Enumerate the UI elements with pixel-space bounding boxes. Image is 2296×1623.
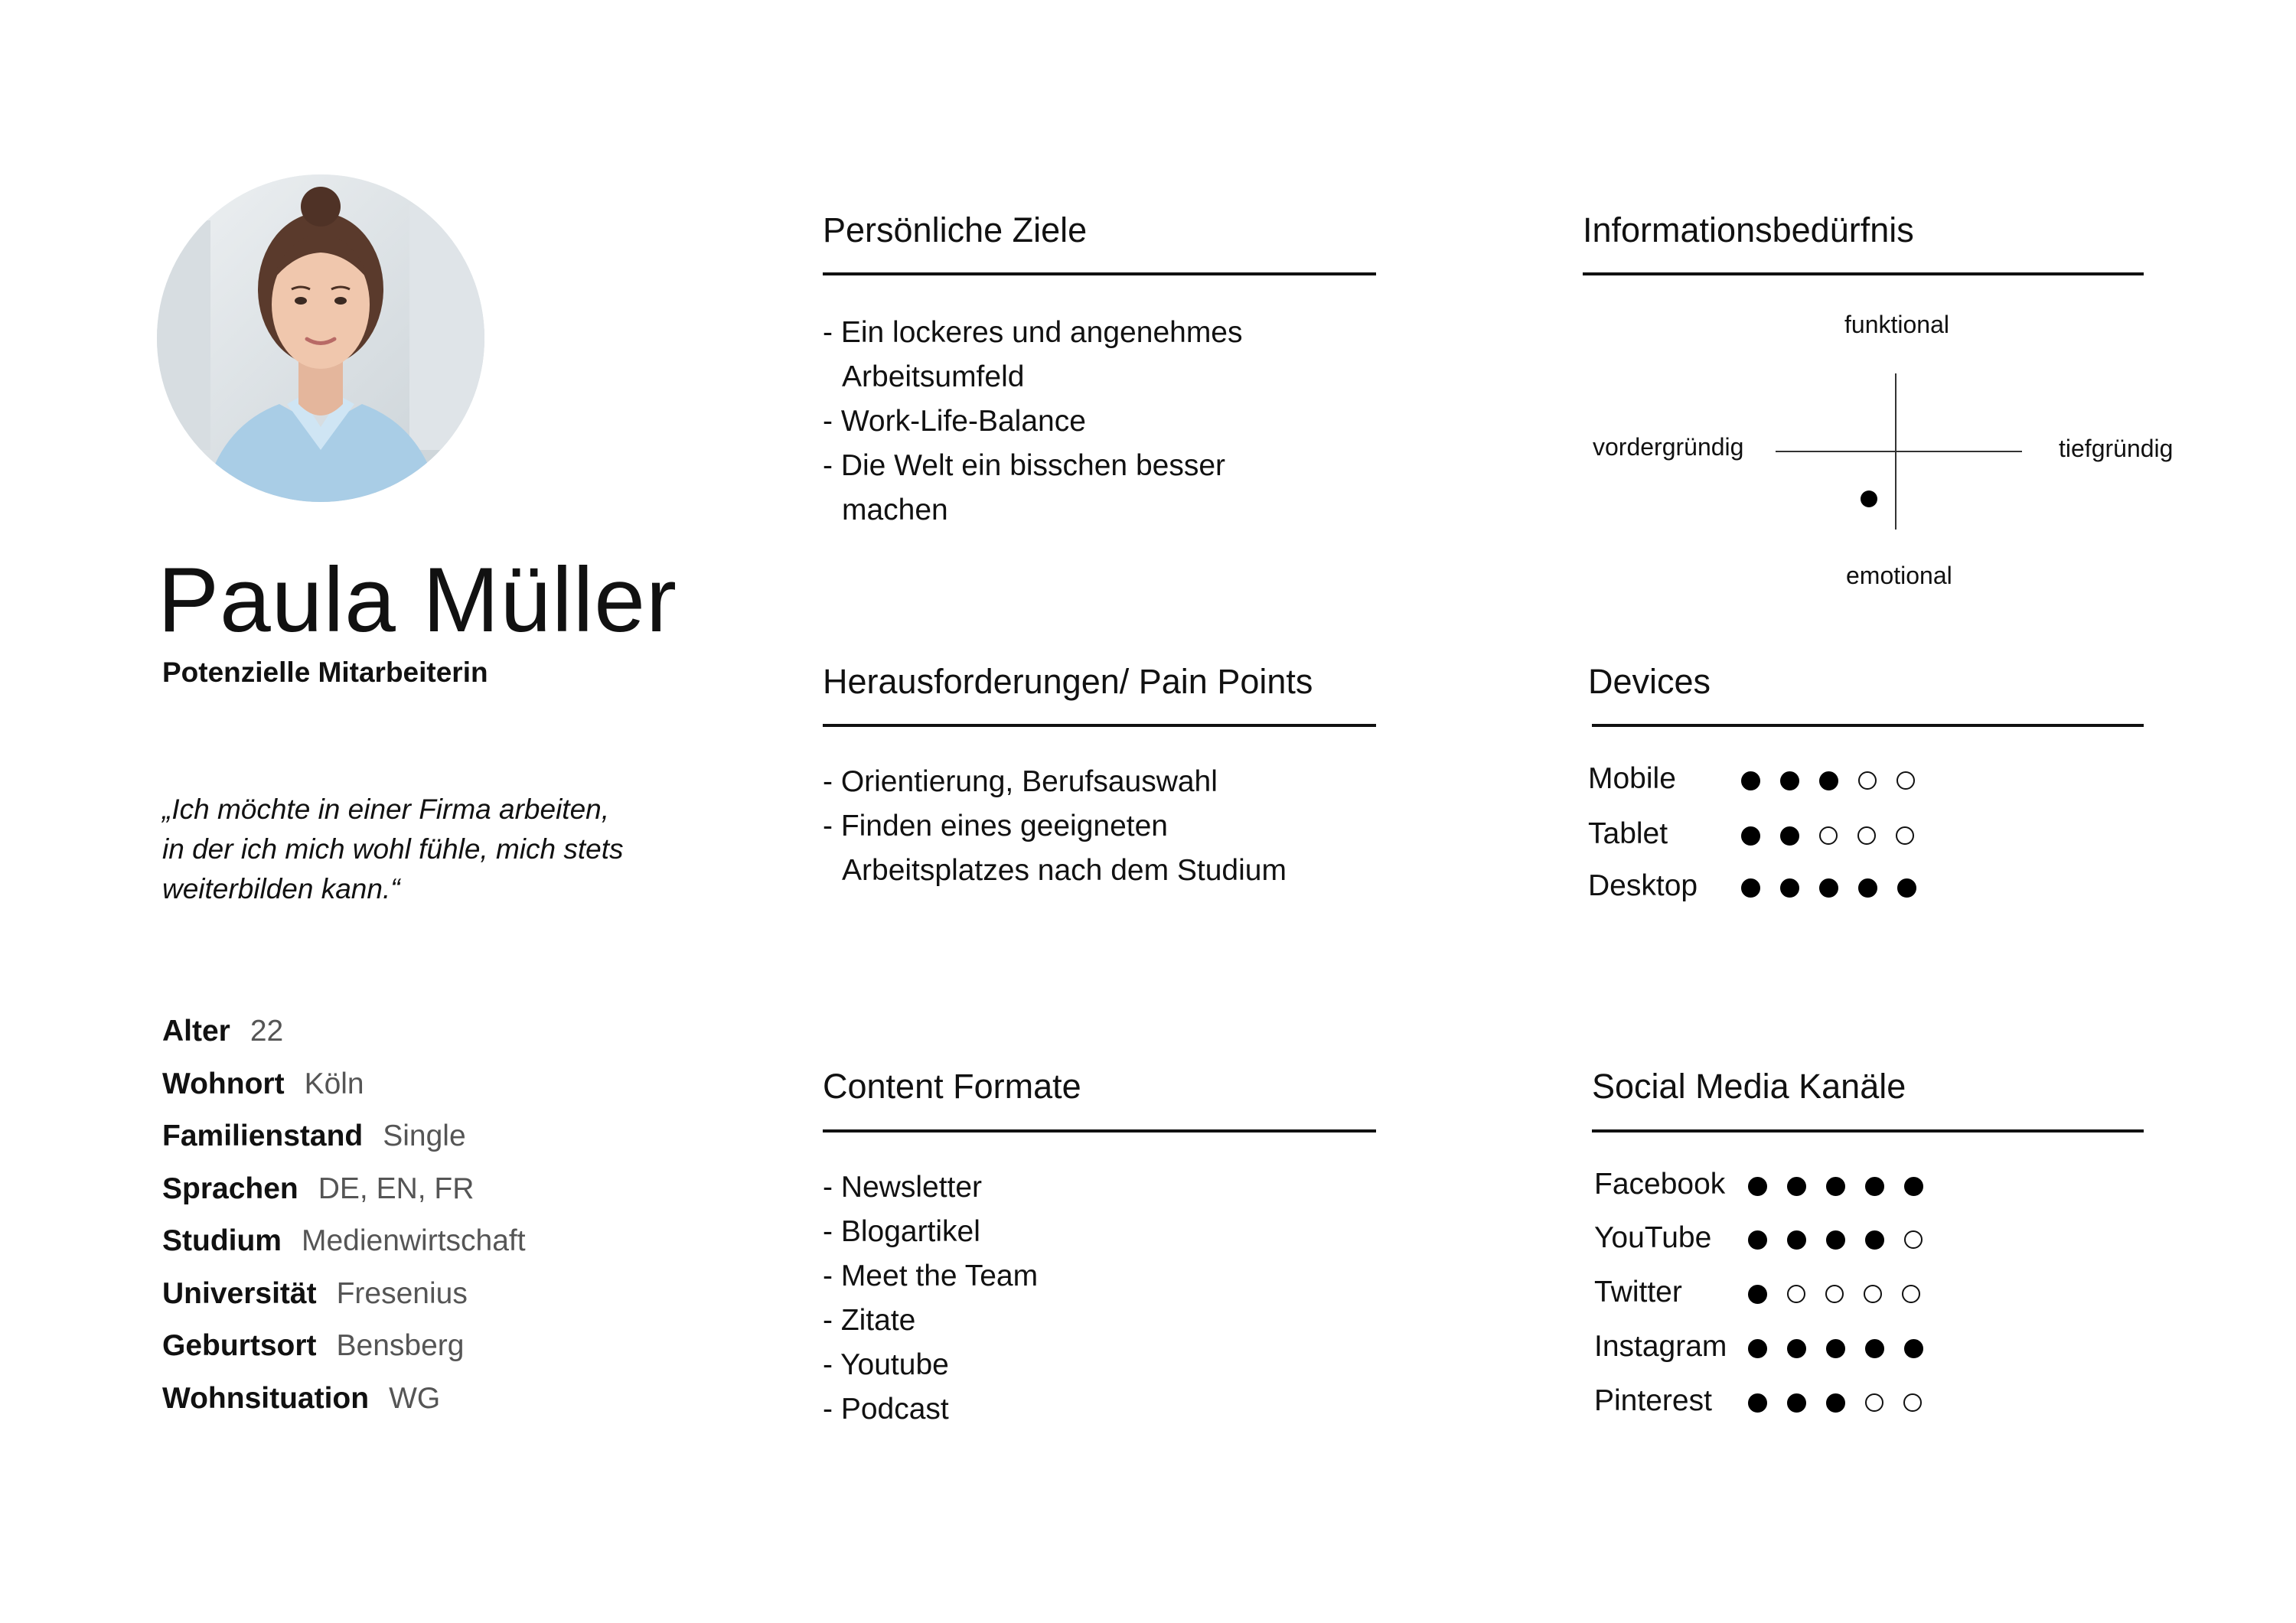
filled-dot-icon bbox=[1741, 826, 1760, 846]
quadrant-axis-horizontal bbox=[1776, 451, 2022, 452]
fact-key: Alter bbox=[162, 1015, 230, 1048]
fact-row bbox=[162, 1320, 526, 1373]
fact-value: Köln bbox=[304, 1067, 364, 1100]
fact-value: WG bbox=[389, 1381, 441, 1415]
quadrant-axis-vertical bbox=[1895, 373, 1896, 530]
fact-value: Single bbox=[383, 1119, 466, 1152]
filled-dot-icon bbox=[1858, 878, 1877, 898]
quote-line: in der ich mich wohl fühle, mich stets bbox=[162, 833, 624, 865]
empty-dot-icon bbox=[1864, 1285, 1882, 1303]
filled-dot-icon bbox=[1904, 1339, 1923, 1358]
fact-key: Universität bbox=[162, 1276, 317, 1310]
quadrant-marker bbox=[1861, 490, 1877, 507]
social-rating bbox=[1748, 1393, 1942, 1413]
fact-row bbox=[162, 1373, 526, 1426]
devices-divider bbox=[1592, 724, 2144, 727]
device-rating bbox=[1741, 826, 1934, 846]
filled-dot-icon bbox=[1748, 1285, 1767, 1304]
filled-dot-icon bbox=[1787, 1230, 1806, 1250]
social-row bbox=[1594, 1330, 1727, 1364]
info-need-divider bbox=[1583, 272, 2144, 275]
filled-dot-icon bbox=[1780, 878, 1799, 898]
fact-key: Wohnort bbox=[162, 1067, 285, 1100]
filled-dot-icon bbox=[1748, 1393, 1767, 1413]
axis-label-top: funktional bbox=[1844, 311, 1949, 338]
axis-label-right: tiefgründig bbox=[2059, 435, 2174, 462]
pain-points-heading: Herausforderungen/ Pain Points bbox=[823, 662, 1313, 701]
filled-dot-icon bbox=[1826, 1393, 1845, 1413]
list-item: - Zitate bbox=[823, 1304, 916, 1337]
empty-dot-icon bbox=[1787, 1285, 1805, 1303]
social-rating bbox=[1748, 1285, 1940, 1304]
empty-dot-icon bbox=[1858, 771, 1877, 790]
social-rating bbox=[1748, 1339, 1943, 1358]
filled-dot-icon bbox=[1780, 771, 1799, 790]
list-item: - Die Welt ein bisschen besser machen bbox=[823, 449, 1226, 526]
persona-name: Paula Müller bbox=[158, 549, 677, 651]
social-label: YouTube bbox=[1594, 1221, 1712, 1254]
fact-key: Wohnsituation bbox=[162, 1381, 370, 1415]
filled-dot-icon bbox=[1826, 1230, 1845, 1250]
filled-dot-icon bbox=[1748, 1339, 1767, 1358]
persona-facts bbox=[162, 1005, 526, 1425]
empty-dot-icon bbox=[1819, 826, 1838, 845]
list-item: - Finden eines geeigneten Arbeitsplatzes nach dem Studium bbox=[823, 810, 1287, 887]
content-formats-divider bbox=[823, 1129, 1376, 1133]
pain-points-list bbox=[823, 760, 1358, 893]
list-item: - Newsletter bbox=[823, 1171, 983, 1204]
fact-row bbox=[162, 1268, 526, 1321]
social-rating bbox=[1748, 1177, 1943, 1196]
axis-label-left: vordergründig bbox=[1593, 433, 1744, 461]
fact-key: Familienstand bbox=[162, 1119, 364, 1152]
goals-list bbox=[823, 311, 1313, 533]
empty-dot-icon bbox=[1902, 1285, 1920, 1303]
filled-dot-icon bbox=[1748, 1177, 1767, 1196]
filled-dot-icon bbox=[1741, 771, 1760, 790]
device-label: Desktop bbox=[1588, 869, 1698, 902]
pain-points-divider bbox=[823, 724, 1376, 727]
persona-photo bbox=[157, 174, 484, 502]
list-item: - Orientierung, Berufsauswahl bbox=[823, 765, 1218, 798]
quote-line: „Ich möchte in einer Firma arbeiten, bbox=[162, 794, 610, 825]
quote-line: weiterbilden kann.“ bbox=[162, 873, 400, 904]
device-rating bbox=[1741, 878, 1936, 898]
fact-value: DE, EN, FR bbox=[318, 1172, 475, 1205]
axis-label-bottom: emotional bbox=[1846, 562, 1952, 589]
filled-dot-icon bbox=[1787, 1177, 1806, 1196]
persona-quote bbox=[162, 790, 698, 909]
social-label: Twitter bbox=[1594, 1276, 1682, 1309]
social-row bbox=[1594, 1276, 1682, 1309]
list-item: - Ein lockeres und angenehmes Arbeitsumfeld bbox=[823, 316, 1243, 393]
social-label: Instagram bbox=[1594, 1330, 1727, 1363]
info-need-heading: Informationsbedürfnis bbox=[1583, 210, 1914, 249]
fact-key: Studium bbox=[162, 1224, 282, 1257]
fact-row bbox=[162, 1110, 526, 1163]
social-heading: Social Media Kanäle bbox=[1592, 1067, 1906, 1106]
device-rating bbox=[1741, 771, 1935, 790]
fact-value: Fresenius bbox=[336, 1276, 468, 1310]
filled-dot-icon bbox=[1787, 1339, 1806, 1358]
device-label: Mobile bbox=[1588, 762, 1676, 795]
persona-role: Potenzielle Mitarbeiterin bbox=[162, 657, 488, 688]
filled-dot-icon bbox=[1780, 826, 1799, 846]
device-row bbox=[1588, 869, 1698, 903]
content-formats-heading: Content Formate bbox=[823, 1067, 1081, 1106]
social-row bbox=[1594, 1384, 1712, 1418]
device-label: Tablet bbox=[1588, 817, 1668, 850]
list-item: - Meet the Team bbox=[823, 1260, 1039, 1292]
social-row bbox=[1594, 1221, 1711, 1255]
filled-dot-icon bbox=[1865, 1230, 1884, 1250]
content-formats-list bbox=[823, 1165, 1313, 1432]
fact-key: Sprachen bbox=[162, 1172, 298, 1205]
fact-row bbox=[162, 1163, 526, 1216]
empty-dot-icon bbox=[1865, 1393, 1883, 1412]
empty-dot-icon bbox=[1825, 1285, 1844, 1303]
empty-dot-icon bbox=[1896, 771, 1915, 790]
filled-dot-icon bbox=[1741, 878, 1760, 898]
filled-dot-icon bbox=[1819, 878, 1838, 898]
fact-value: 22 bbox=[249, 1015, 284, 1048]
fact-value: Medienwirtschaft bbox=[301, 1224, 526, 1257]
list-item: - Blogartikel bbox=[823, 1215, 980, 1248]
device-row bbox=[1588, 817, 1668, 851]
fact-row bbox=[162, 1058, 526, 1111]
filled-dot-icon bbox=[1748, 1230, 1767, 1250]
filled-dot-icon bbox=[1819, 771, 1838, 790]
fact-row bbox=[162, 1005, 526, 1058]
social-row bbox=[1594, 1168, 1725, 1201]
filled-dot-icon bbox=[1904, 1177, 1923, 1196]
fact-row bbox=[162, 1215, 526, 1268]
filled-dot-icon bbox=[1865, 1339, 1884, 1358]
social-label: Pinterest bbox=[1594, 1384, 1712, 1417]
list-item: - Work-Life-Balance bbox=[823, 405, 1086, 438]
goals-divider bbox=[823, 272, 1376, 275]
empty-dot-icon bbox=[1904, 1230, 1923, 1249]
filled-dot-icon bbox=[1865, 1177, 1884, 1196]
filled-dot-icon bbox=[1826, 1339, 1845, 1358]
goals-heading: Persönliche Ziele bbox=[823, 210, 1088, 249]
list-item: - Youtube bbox=[823, 1348, 949, 1381]
filled-dot-icon bbox=[1787, 1393, 1806, 1413]
fact-key: Geburtsort bbox=[162, 1329, 317, 1362]
empty-dot-icon bbox=[1896, 826, 1914, 845]
devices-heading: Devices bbox=[1588, 662, 1711, 701]
empty-dot-icon bbox=[1857, 826, 1876, 845]
social-label: Facebook bbox=[1594, 1168, 1726, 1201]
filled-dot-icon bbox=[1897, 878, 1916, 898]
list-item: - Podcast bbox=[823, 1393, 949, 1426]
social-divider bbox=[1592, 1129, 2144, 1133]
fact-value: Bensberg bbox=[336, 1329, 465, 1362]
social-rating bbox=[1748, 1230, 1942, 1250]
device-row bbox=[1588, 762, 1676, 796]
filled-dot-icon bbox=[1826, 1177, 1845, 1196]
empty-dot-icon bbox=[1903, 1393, 1922, 1412]
